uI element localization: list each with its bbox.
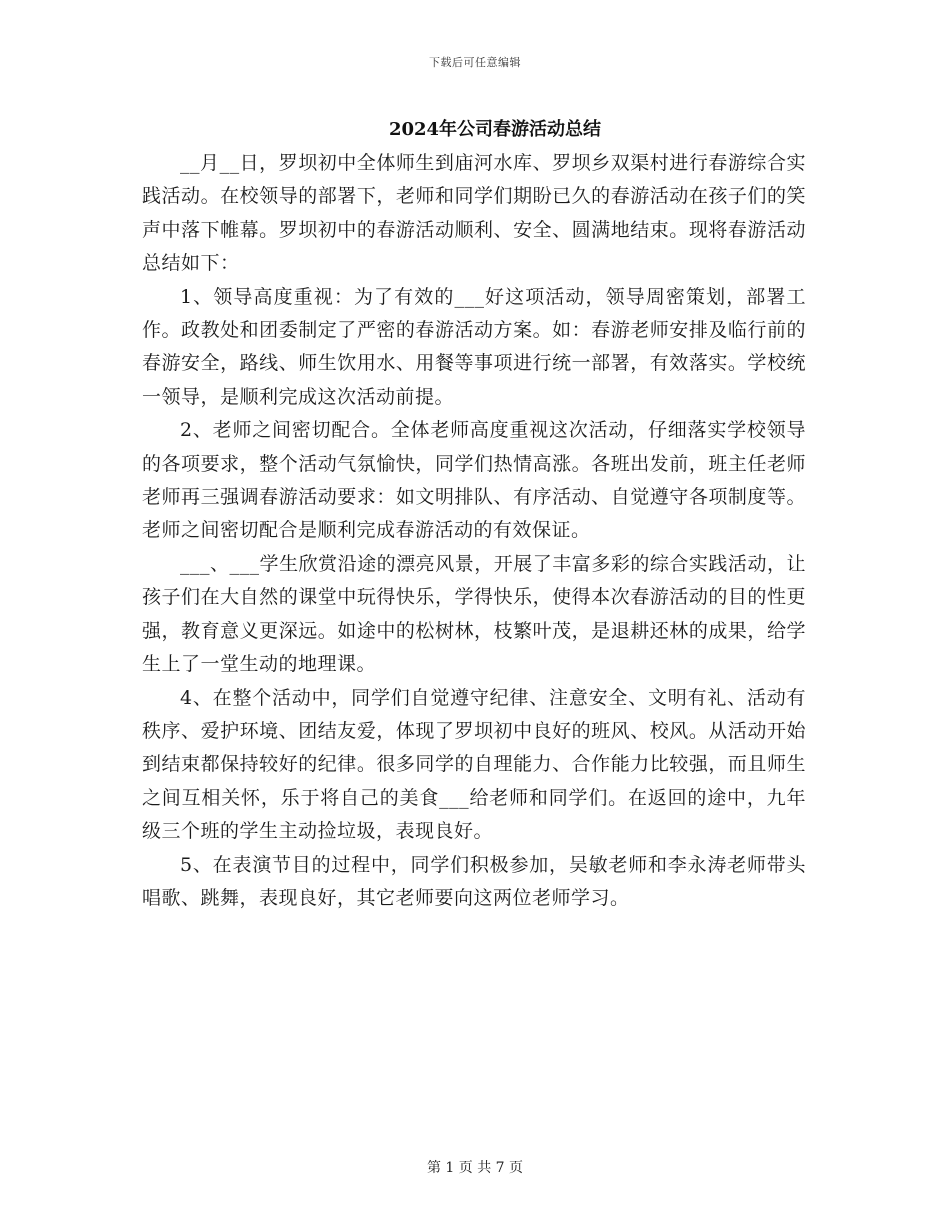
paragraph-item-2: 2、老师之间密切配合。全体老师高度重视这次活动，仔细落实学校领导的各项要求，整个活动气氛愉快，同学们热情高涨。各班出发前，班主任老师老师再三强调春游活动要求：如文明排队、有序活动、自觉遵守各项制度等。老师之间密切配合是顺利完成春游活动的有效保证。 xyxy=(142,419,806,542)
paragraph-intro: __月__日，罗坝初中全体师生到庙河水库、罗坝乡双渠村进行春游综合实践活动。在校领导的部署下，老师和同学们期盼已久的春游活动在孩子们的笑声中落下帷幕。罗坝初中的春游活动顺利、安全、圆满地结束。现将春游活动总结如下： xyxy=(142,152,806,275)
paragraph-item-3: ___、___学生欣赏沿途的漂亮风景，开展了丰富多彩的综合实践活动，让孩子们在大自然的课堂中玩得快乐，学得快乐，使得本次春游活动的目的性更强，教育意义更深远。如途中的松树林，枝繁叶茂，是退耕还林的成果，给学生上了一堂生动的地理课。 xyxy=(142,552,806,676)
paragraph-item-4: 4、在整个活动中，同学们自觉遵守纪律、注意安全、文明有礼、活动有秩序、爱护环境、团结友爱，体现了罗坝初中良好的班风、校风。从活动开始到结束都保持较好的纪律。很多同学的自理能力、合作能力比较强，而且师生之间互相关怀，乐于将自己的美食___给老师和同学们。在返回的途中，九年级三个班的学生主动捡垃圾，表现良好。 xyxy=(142,686,806,843)
page-number: 第 1 页 共 7 页 xyxy=(426,1160,524,1176)
document-title: 2024年公司春游活动总结 xyxy=(388,119,602,140)
header-note: 下载后可任意编辑 xyxy=(429,56,521,69)
document-body xyxy=(142,147,806,915)
paragraph-item-1: 1、领导高度重视：为了有效的___好这项活动，领导周密策划，部署工作。政教处和团委制定了严密的春游活动方案。如：春游老师安排及临行前的春游安全，路线、师生饮用水、用餐等事项进行统一部署，有效落实。学校统一领导，是顺利完成这次活动前提。 xyxy=(142,285,806,408)
paragraph-item-5: 5、在表演节目的过程中，同学们积极参加，吴敏老师和李永涛老师带头唱歌、跳舞，表现良好，其它老师要向这两位老师学习。 xyxy=(142,853,806,909)
